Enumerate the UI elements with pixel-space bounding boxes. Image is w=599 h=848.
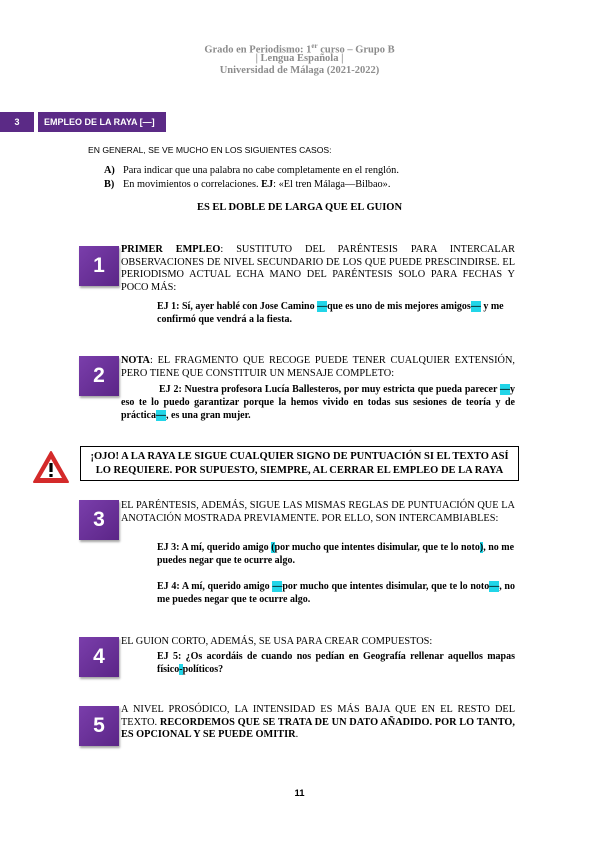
- item-3-text: EL PARÉNTESIS, ADEMÁS, SIGUE LAS MISMAS REGLAS DE PUNTUACIÓN QUE LA ANOTACIÓN MOSTRADA PREVIAMENTE. POR ELLO, SON INTERCAMBIABLES:: [121, 500, 515, 524]
- page-number: 11: [294, 788, 305, 799]
- number-badge-1: 1: [79, 246, 119, 286]
- warning-icon: [32, 450, 70, 484]
- section-number: 3: [0, 112, 34, 132]
- example-2: EJ 2: Nuestra profesora Lucía Ballesteros, por muy estricta que pueda parecer —y eso te lo puedo garantizar porque la hemos vivido en todas sus sesiones de teoría y de práctica—, es una gran mujer.: [121, 384, 515, 421]
- example-3: EJ 3: A mí, querido amigo (por mucho que intentes disimular, que te lo noto), no me puedes negar que te ocurre algo.: [157, 542, 515, 566]
- course-header-line2: | Lengua Española |: [255, 53, 344, 64]
- section-title: EMPLEO DE LA RAYA [—]: [38, 112, 166, 132]
- number-badge-3: 3: [79, 500, 119, 540]
- case-b: B) En movimientos o correlaciones. EJ: «El tren Málaga—Bilbao».: [104, 179, 391, 190]
- number-badge-5: 5: [79, 706, 119, 746]
- item-1-text: PRIMER EMPLEO: SUSTITUTO DEL PARÉNTESIS PARA INTERCALAR OBSERVACIONES DE NIVEL SECUNDARIO DE LOS QUE PUEDE PRESCINDIRSE. EL PERIODISMO ACTUAL ECHA MANO DEL PARÉNTESIS SOLO PARA FECHAS Y POCO MÁS:: [121, 244, 516, 293]
- example-1: EJ 1: Sí, ayer hablé con Jose Camino —que es uno de mis mejores amigos— y me confirmó que vendrá a la fiesta.: [157, 301, 504, 325]
- course-header-line3: Universidad de Málaga (2021-2022): [219, 65, 380, 76]
- item-2-text: NOTA: EL FRAGMENTO QUE RECOGE PUEDE TENER CUALQUIER EXTENSIÓN, PERO TIENE QUE CONSTITUIR UN MENSAJE COMPLETO:: [121, 355, 515, 379]
- warning-box: ¡OJO! A LA RAYA LE SIGUE CUALQUIER SIGNO DE PUNTUACIÓN SI EL TEXTO ASÍ LO REQUIERE. POR SUPUESTO, SIEMPRE, AL CERRAR EL EMPLEO DE LA RAYA: [80, 446, 519, 481]
- case-a: A) Para indicar que una palabra no cabe completamente en el renglón.: [104, 165, 399, 176]
- example-4: EJ 4: A mí, querido amigo —por mucho que intentes disimular, que te lo noto—, no me puedes negar que te ocurre algo.: [157, 581, 515, 605]
- item-5-text: A NIVEL PROSÓDICO, LA INTENSIDAD ES MÁS BAJA QUE EN EL RESTO DEL TEXTO. RECORDEMOS QUE SE TRATA DE UN DATO AÑADIDO. POR LO TANTO, ES OPCIONAL Y SE PUEDE OMITIR.: [121, 704, 515, 741]
- item-4-text: EL GUION CORTO, ADEMÁS, SE USA PARA CREAR COMPUESTOS:: [121, 636, 433, 647]
- subtitle: ES EL DOBLE DE LARGA QUE EL GUION: [196, 202, 403, 213]
- number-badge-2: 2: [79, 356, 119, 396]
- intro-text: EN GENERAL, SE VE MUCHO EN LOS SIGUIENTES CASOS:: [88, 145, 332, 155]
- number-badge-4: 4: [79, 637, 119, 677]
- course-header-line1: Grado en Periodismo: 1er curso – Grupo B: [204, 42, 395, 56]
- example-5: EJ 5: ¿Os acordáis de cuando nos pedían en Geografía rellenar aquellos mapas físico-políticos?: [157, 651, 515, 675]
